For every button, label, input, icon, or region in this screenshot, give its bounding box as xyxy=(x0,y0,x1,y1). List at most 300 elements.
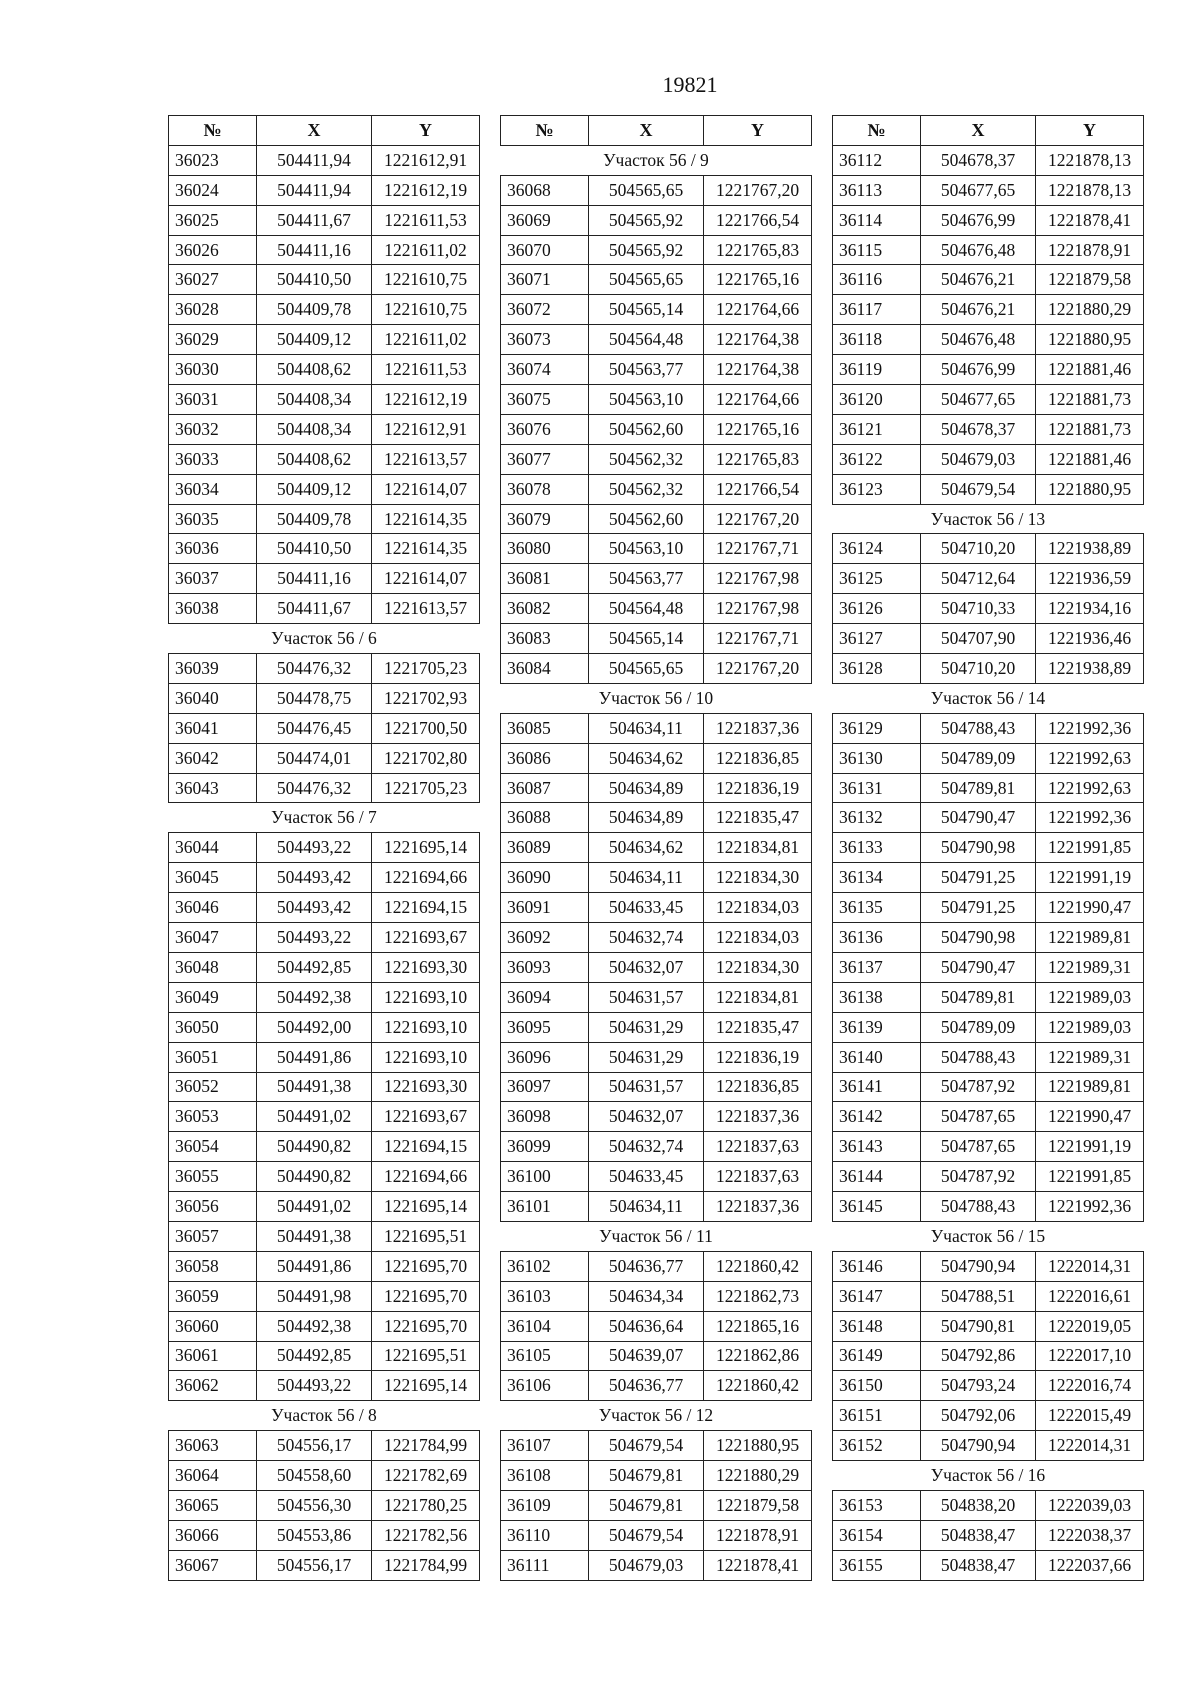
y-coordinate: 1221694,15 xyxy=(372,893,480,923)
point-number: 36126 xyxy=(833,594,921,624)
point-number: 36054 xyxy=(169,1132,257,1162)
y-coordinate: 1221991,19 xyxy=(1036,1132,1144,1162)
x-coordinate: 504563,10 xyxy=(589,534,704,564)
x-coordinate: 504676,21 xyxy=(921,265,1036,295)
x-coordinate: 504491,38 xyxy=(257,1221,372,1251)
y-coordinate: 1221934,16 xyxy=(1036,594,1144,624)
table-row xyxy=(169,1102,480,1132)
table-row xyxy=(169,1251,480,1281)
point-number: 36132 xyxy=(833,803,921,833)
x-coordinate: 504676,99 xyxy=(921,355,1036,385)
section-title: Участок 56 / 13 xyxy=(833,504,1144,534)
table-row xyxy=(169,1072,480,1102)
x-coordinate: 504712,64 xyxy=(921,564,1036,594)
y-coordinate: 1221862,73 xyxy=(704,1281,812,1311)
table-row xyxy=(501,594,812,624)
y-coordinate: 1221989,03 xyxy=(1036,1012,1144,1042)
table-row xyxy=(501,205,812,235)
x-coordinate: 504634,34 xyxy=(589,1281,704,1311)
y-coordinate: 1221764,66 xyxy=(704,385,812,415)
point-number: 36090 xyxy=(501,863,589,893)
table-row xyxy=(169,1550,480,1580)
table-row xyxy=(833,1341,1144,1371)
table-row xyxy=(169,504,480,534)
point-number: 36047 xyxy=(169,923,257,953)
x-coordinate: 504562,60 xyxy=(589,414,704,444)
y-coordinate: 1221694,15 xyxy=(372,1132,480,1162)
y-coordinate: 1221879,58 xyxy=(704,1490,812,1520)
x-coordinate: 504563,77 xyxy=(589,564,704,594)
point-number: 36153 xyxy=(833,1490,921,1520)
table-header-row xyxy=(169,116,480,146)
table-row xyxy=(833,1102,1144,1132)
point-number: 36059 xyxy=(169,1281,257,1311)
y-coordinate: 1221992,36 xyxy=(1036,713,1144,743)
x-coordinate: 504678,37 xyxy=(921,145,1036,175)
table-row xyxy=(501,1102,812,1132)
header-y: Y xyxy=(372,116,480,146)
point-number: 36144 xyxy=(833,1162,921,1192)
x-coordinate: 504710,20 xyxy=(921,654,1036,684)
point-number: 36122 xyxy=(833,444,921,474)
y-coordinate: 1221880,29 xyxy=(1036,295,1144,325)
x-coordinate: 504632,07 xyxy=(589,1102,704,1132)
point-number: 36099 xyxy=(501,1132,589,1162)
x-coordinate: 504639,07 xyxy=(589,1341,704,1371)
x-coordinate: 504791,25 xyxy=(921,893,1036,923)
y-coordinate: 1222014,31 xyxy=(1036,1251,1144,1281)
x-coordinate: 504476,32 xyxy=(257,773,372,803)
x-coordinate: 504411,67 xyxy=(257,205,372,235)
table-row xyxy=(169,982,480,1012)
point-number: 36086 xyxy=(501,743,589,773)
point-number: 36072 xyxy=(501,295,589,325)
point-number: 36051 xyxy=(169,1042,257,1072)
point-number: 36103 xyxy=(501,1281,589,1311)
table-row xyxy=(169,1132,480,1162)
x-coordinate: 504676,21 xyxy=(921,295,1036,325)
x-coordinate: 504790,47 xyxy=(921,952,1036,982)
section-title: Участок 56 / 9 xyxy=(501,145,812,175)
header-number: № xyxy=(501,116,589,146)
y-coordinate: 1221614,07 xyxy=(372,564,480,594)
table-row xyxy=(169,923,480,953)
y-coordinate: 1221837,63 xyxy=(704,1162,812,1192)
point-number: 36117 xyxy=(833,295,921,325)
table-row xyxy=(501,175,812,205)
table-row xyxy=(501,923,812,953)
point-number: 36113 xyxy=(833,175,921,205)
y-coordinate: 1221613,57 xyxy=(372,594,480,624)
section-title: Участок 56 / 14 xyxy=(833,683,1144,713)
y-coordinate: 1221695,14 xyxy=(372,1192,480,1222)
table-row xyxy=(833,1550,1144,1580)
table-row xyxy=(501,1341,812,1371)
point-number: 36093 xyxy=(501,952,589,982)
point-number: 36052 xyxy=(169,1072,257,1102)
point-number: 36080 xyxy=(501,534,589,564)
section-title: Участок 56 / 12 xyxy=(501,1401,812,1431)
table-row xyxy=(169,175,480,205)
y-coordinate: 1221695,70 xyxy=(372,1311,480,1341)
table-row xyxy=(833,833,1144,863)
table-row xyxy=(501,1042,812,1072)
y-coordinate: 1221766,54 xyxy=(704,205,812,235)
table-row xyxy=(169,1221,480,1251)
point-number: 36118 xyxy=(833,325,921,355)
y-coordinate: 1222016,74 xyxy=(1036,1371,1144,1401)
table-row xyxy=(169,564,480,594)
y-coordinate: 1221835,47 xyxy=(704,1012,812,1042)
y-coordinate: 1222037,66 xyxy=(1036,1550,1144,1580)
y-coordinate: 1221938,89 xyxy=(1036,534,1144,564)
table-row xyxy=(501,833,812,863)
x-coordinate: 504408,62 xyxy=(257,444,372,474)
x-coordinate: 504553,86 xyxy=(257,1520,372,1550)
y-coordinate: 1222016,61 xyxy=(1036,1281,1144,1311)
table-row xyxy=(833,175,1144,205)
point-number: 36035 xyxy=(169,504,257,534)
point-number: 36087 xyxy=(501,773,589,803)
point-number: 36116 xyxy=(833,265,921,295)
section-row xyxy=(501,145,812,175)
y-coordinate: 1221991,19 xyxy=(1036,863,1144,893)
x-coordinate: 504710,20 xyxy=(921,534,1036,564)
header-y: Y xyxy=(704,116,812,146)
x-coordinate: 504563,77 xyxy=(589,355,704,385)
point-number: 36042 xyxy=(169,743,257,773)
y-coordinate: 1221990,47 xyxy=(1036,893,1144,923)
table-body xyxy=(833,145,1144,1580)
point-number: 36069 xyxy=(501,205,589,235)
y-coordinate: 1221693,67 xyxy=(372,1102,480,1132)
table-row xyxy=(169,1431,480,1461)
x-coordinate: 504410,50 xyxy=(257,265,372,295)
point-number: 36057 xyxy=(169,1221,257,1251)
point-number: 36025 xyxy=(169,205,257,235)
x-coordinate: 504838,47 xyxy=(921,1520,1036,1550)
y-coordinate: 1221782,69 xyxy=(372,1461,480,1491)
y-coordinate: 1221992,63 xyxy=(1036,773,1144,803)
x-coordinate: 504478,75 xyxy=(257,683,372,713)
point-number: 36062 xyxy=(169,1371,257,1401)
table-row xyxy=(833,325,1144,355)
x-coordinate: 504679,03 xyxy=(589,1550,704,1580)
y-coordinate: 1221765,16 xyxy=(704,414,812,444)
y-coordinate: 1221612,19 xyxy=(372,385,480,415)
point-number: 36098 xyxy=(501,1102,589,1132)
table-row xyxy=(833,594,1144,624)
x-coordinate: 504408,62 xyxy=(257,355,372,385)
x-coordinate: 504789,09 xyxy=(921,743,1036,773)
x-coordinate: 504556,17 xyxy=(257,1550,372,1580)
table-row xyxy=(833,863,1144,893)
x-coordinate: 504632,74 xyxy=(589,923,704,953)
table-row xyxy=(169,1042,480,1072)
y-coordinate: 1221878,13 xyxy=(1036,145,1144,175)
table-row xyxy=(501,564,812,594)
table-row xyxy=(501,1550,812,1580)
table-row xyxy=(833,534,1144,564)
x-coordinate: 504633,45 xyxy=(589,1162,704,1192)
point-number: 36091 xyxy=(501,893,589,923)
section-row xyxy=(833,1221,1144,1251)
x-coordinate: 504492,00 xyxy=(257,1012,372,1042)
point-number: 36112 xyxy=(833,145,921,175)
table-row xyxy=(501,743,812,773)
table-row xyxy=(169,474,480,504)
point-number: 36049 xyxy=(169,982,257,1012)
table-row xyxy=(169,683,480,713)
point-number: 36129 xyxy=(833,713,921,743)
table-row xyxy=(169,1192,480,1222)
table-row xyxy=(501,1431,812,1461)
x-coordinate: 504679,03 xyxy=(921,444,1036,474)
y-coordinate: 1221836,19 xyxy=(704,773,812,803)
x-coordinate: 504636,77 xyxy=(589,1251,704,1281)
y-coordinate: 1221767,71 xyxy=(704,534,812,564)
table-row xyxy=(501,325,812,355)
table-row xyxy=(833,295,1144,325)
table-row xyxy=(501,1162,812,1192)
x-coordinate: 504634,62 xyxy=(589,743,704,773)
x-coordinate: 504636,77 xyxy=(589,1371,704,1401)
point-number: 36081 xyxy=(501,564,589,594)
point-number: 36104 xyxy=(501,1311,589,1341)
x-coordinate: 504790,47 xyxy=(921,803,1036,833)
point-number: 36076 xyxy=(501,414,589,444)
y-coordinate: 1221837,36 xyxy=(704,713,812,743)
point-number: 36026 xyxy=(169,235,257,265)
y-coordinate: 1221610,75 xyxy=(372,265,480,295)
x-coordinate: 504565,65 xyxy=(589,265,704,295)
section-row xyxy=(833,1461,1144,1491)
table-row xyxy=(833,265,1144,295)
x-coordinate: 504410,50 xyxy=(257,534,372,564)
y-coordinate: 1221612,91 xyxy=(372,145,480,175)
point-number: 36028 xyxy=(169,295,257,325)
y-coordinate: 1221835,47 xyxy=(704,803,812,833)
point-number: 36125 xyxy=(833,564,921,594)
x-coordinate: 504787,92 xyxy=(921,1072,1036,1102)
point-number: 36078 xyxy=(501,474,589,504)
point-number: 36128 xyxy=(833,654,921,684)
x-coordinate: 504790,94 xyxy=(921,1251,1036,1281)
y-coordinate: 1221765,83 xyxy=(704,235,812,265)
x-coordinate: 504790,98 xyxy=(921,923,1036,953)
table-row xyxy=(833,743,1144,773)
y-coordinate: 1221611,53 xyxy=(372,355,480,385)
table-header-row xyxy=(501,116,812,146)
point-number: 36029 xyxy=(169,325,257,355)
x-coordinate: 504565,65 xyxy=(589,654,704,684)
x-coordinate: 504565,14 xyxy=(589,295,704,325)
point-number: 36127 xyxy=(833,624,921,654)
y-coordinate: 1221694,66 xyxy=(372,863,480,893)
point-number: 36085 xyxy=(501,713,589,743)
y-coordinate: 1222019,05 xyxy=(1036,1311,1144,1341)
x-coordinate: 504408,34 xyxy=(257,385,372,415)
y-coordinate: 1221880,95 xyxy=(1036,474,1144,504)
table-row xyxy=(833,1072,1144,1102)
table-row xyxy=(169,1311,480,1341)
x-coordinate: 504493,22 xyxy=(257,923,372,953)
x-coordinate: 504556,17 xyxy=(257,1431,372,1461)
table-row xyxy=(501,414,812,444)
table-row xyxy=(833,624,1144,654)
x-coordinate: 504411,67 xyxy=(257,594,372,624)
table-row xyxy=(501,803,812,833)
y-coordinate: 1221878,41 xyxy=(704,1550,812,1580)
x-coordinate: 504492,38 xyxy=(257,1311,372,1341)
point-number: 36075 xyxy=(501,385,589,415)
x-coordinate: 504790,98 xyxy=(921,833,1036,863)
table-row xyxy=(833,474,1144,504)
y-coordinate: 1221991,85 xyxy=(1036,833,1144,863)
point-number: 36034 xyxy=(169,474,257,504)
section-row xyxy=(169,803,480,833)
y-coordinate: 1221878,41 xyxy=(1036,205,1144,235)
point-number: 36046 xyxy=(169,893,257,923)
y-coordinate: 1221836,85 xyxy=(704,1072,812,1102)
y-coordinate: 1221612,19 xyxy=(372,175,480,205)
table-row xyxy=(833,654,1144,684)
y-coordinate: 1221989,31 xyxy=(1036,952,1144,982)
point-number: 36149 xyxy=(833,1341,921,1371)
point-number: 36142 xyxy=(833,1102,921,1132)
x-coordinate: 504493,22 xyxy=(257,1371,372,1401)
table-row xyxy=(169,713,480,743)
point-number: 36027 xyxy=(169,265,257,295)
point-number: 36121 xyxy=(833,414,921,444)
y-coordinate: 1221881,73 xyxy=(1036,385,1144,415)
y-coordinate: 1221695,70 xyxy=(372,1281,480,1311)
table-row xyxy=(833,1012,1144,1042)
point-number: 36139 xyxy=(833,1012,921,1042)
header-x: X xyxy=(589,116,704,146)
x-coordinate: 504679,81 xyxy=(589,1490,704,1520)
y-coordinate: 1221705,23 xyxy=(372,773,480,803)
point-number: 36061 xyxy=(169,1341,257,1371)
x-coordinate: 504562,32 xyxy=(589,474,704,504)
table-row xyxy=(501,654,812,684)
table-row xyxy=(501,773,812,803)
y-coordinate: 1221693,10 xyxy=(372,1012,480,1042)
table-row xyxy=(833,952,1144,982)
point-number: 36141 xyxy=(833,1072,921,1102)
y-coordinate: 1222017,10 xyxy=(1036,1341,1144,1371)
section-title: Участок 56 / 16 xyxy=(833,1461,1144,1491)
y-coordinate: 1221694,66 xyxy=(372,1162,480,1192)
x-coordinate: 504408,34 xyxy=(257,414,372,444)
table-row xyxy=(501,1371,812,1401)
y-coordinate: 1221705,23 xyxy=(372,654,480,684)
y-coordinate: 1221938,89 xyxy=(1036,654,1144,684)
page-number: 19821 xyxy=(662,72,718,97)
x-coordinate: 504411,94 xyxy=(257,175,372,205)
x-coordinate: 504790,94 xyxy=(921,1431,1036,1461)
x-coordinate: 504556,30 xyxy=(257,1490,372,1520)
table-row xyxy=(501,1461,812,1491)
x-coordinate: 504562,60 xyxy=(589,504,704,534)
section-row xyxy=(169,1401,480,1431)
point-number: 36082 xyxy=(501,594,589,624)
table-row xyxy=(501,1490,812,1520)
y-coordinate: 1221990,47 xyxy=(1036,1102,1144,1132)
point-number: 36145 xyxy=(833,1192,921,1222)
y-coordinate: 1221878,91 xyxy=(1036,235,1144,265)
x-coordinate: 504491,02 xyxy=(257,1102,372,1132)
x-coordinate: 504558,60 xyxy=(257,1461,372,1491)
x-coordinate: 504492,38 xyxy=(257,982,372,1012)
header-x: X xyxy=(921,116,1036,146)
point-number: 36151 xyxy=(833,1401,921,1431)
coordinate-table-1 xyxy=(168,115,480,1581)
table-row xyxy=(833,713,1144,743)
table-row xyxy=(833,1132,1144,1162)
y-coordinate: 1221784,99 xyxy=(372,1550,480,1580)
y-coordinate: 1221880,95 xyxy=(704,1431,812,1461)
table-row xyxy=(169,325,480,355)
x-coordinate: 504564,48 xyxy=(589,594,704,624)
point-number: 36044 xyxy=(169,833,257,863)
table-row xyxy=(169,743,480,773)
table-row xyxy=(169,1012,480,1042)
point-number: 36033 xyxy=(169,444,257,474)
point-number: 36065 xyxy=(169,1490,257,1520)
x-coordinate: 504792,06 xyxy=(921,1401,1036,1431)
y-coordinate: 1221764,38 xyxy=(704,355,812,385)
point-number: 36131 xyxy=(833,773,921,803)
y-coordinate: 1221878,91 xyxy=(704,1520,812,1550)
y-coordinate: 1221695,14 xyxy=(372,833,480,863)
x-coordinate: 504631,29 xyxy=(589,1042,704,1072)
x-coordinate: 504790,81 xyxy=(921,1311,1036,1341)
y-coordinate: 1221836,19 xyxy=(704,1042,812,1072)
table-row xyxy=(169,355,480,385)
x-coordinate: 504563,10 xyxy=(589,385,704,415)
point-number: 36095 xyxy=(501,1012,589,1042)
table-row xyxy=(833,1401,1144,1431)
x-coordinate: 504493,42 xyxy=(257,893,372,923)
x-coordinate: 504676,48 xyxy=(921,235,1036,265)
point-number: 36084 xyxy=(501,654,589,684)
y-coordinate: 1222015,49 xyxy=(1036,1401,1144,1431)
y-coordinate: 1221780,25 xyxy=(372,1490,480,1520)
y-coordinate: 1221836,85 xyxy=(704,743,812,773)
x-coordinate: 504490,82 xyxy=(257,1132,372,1162)
x-coordinate: 504678,37 xyxy=(921,414,1036,444)
point-number: 36063 xyxy=(169,1431,257,1461)
table-row xyxy=(833,1281,1144,1311)
y-coordinate: 1221612,91 xyxy=(372,414,480,444)
table-row xyxy=(169,385,480,415)
table-row xyxy=(169,1520,480,1550)
point-number: 36134 xyxy=(833,863,921,893)
x-coordinate: 504676,48 xyxy=(921,325,1036,355)
y-coordinate: 1221865,16 xyxy=(704,1311,812,1341)
point-number: 36109 xyxy=(501,1490,589,1520)
y-coordinate: 1221764,38 xyxy=(704,325,812,355)
table-row xyxy=(169,773,480,803)
x-coordinate: 504838,47 xyxy=(921,1550,1036,1580)
table-row xyxy=(169,654,480,684)
table-row xyxy=(501,1251,812,1281)
x-coordinate: 504788,51 xyxy=(921,1281,1036,1311)
y-coordinate: 1221767,98 xyxy=(704,594,812,624)
point-number: 36043 xyxy=(169,773,257,803)
y-coordinate: 1222039,03 xyxy=(1036,1490,1144,1520)
